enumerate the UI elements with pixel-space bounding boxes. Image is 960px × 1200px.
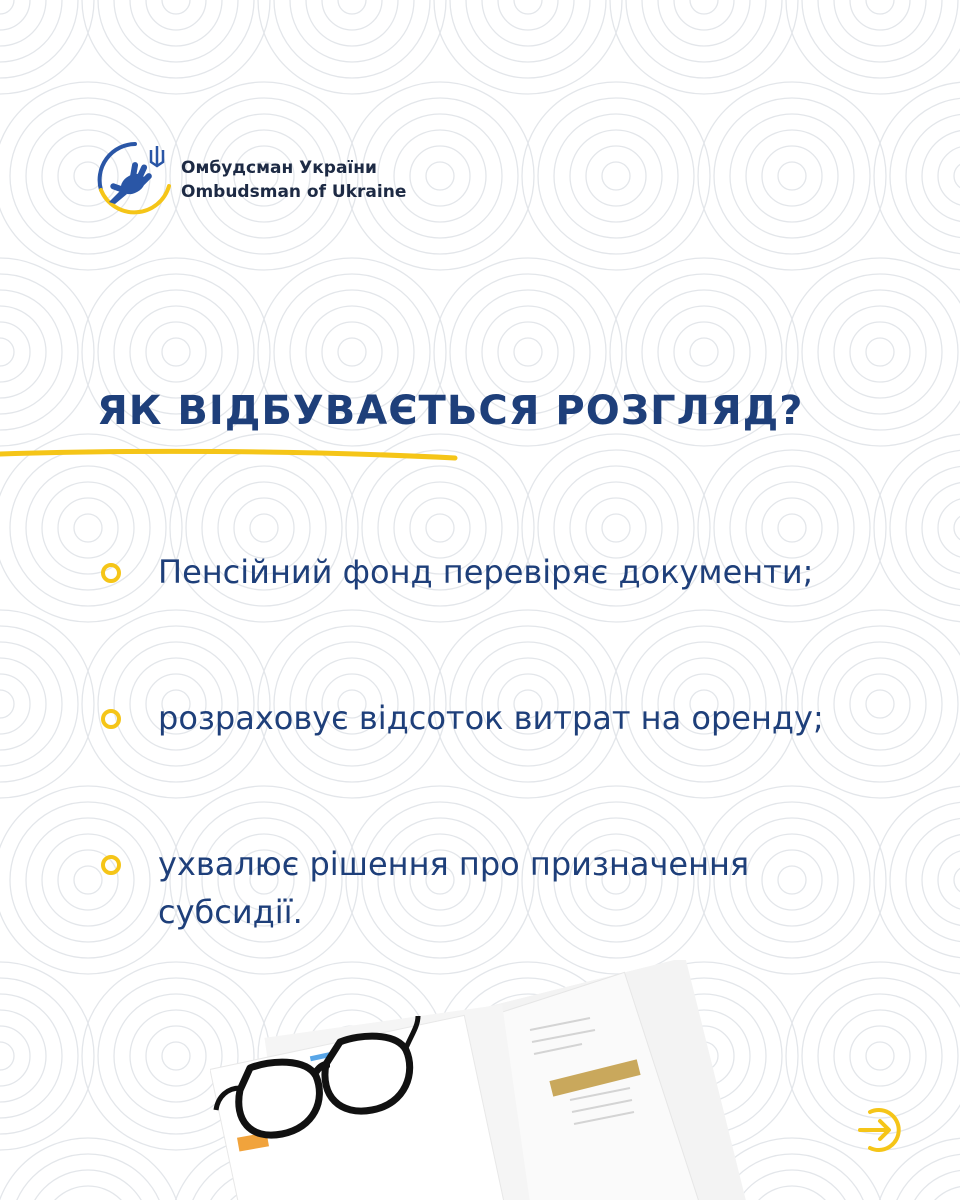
bullet-text: Пенсійний фонд перевіряє документи;: [158, 553, 814, 591]
heading-underline: [0, 440, 470, 470]
bullet-text: розраховує відсоток витрат на оренду;: [158, 699, 824, 737]
ombudsman-logo: [95, 140, 406, 220]
logo-text: [181, 156, 406, 204]
bullet-icon: [100, 854, 122, 876]
bullet-icon: [100, 562, 122, 584]
documents-glasses-illustration: [210, 960, 750, 1200]
list-item: [100, 694, 878, 742]
bullet-icon: [100, 708, 122, 730]
bullet-text: ухвалює рішення про призначення субсидії.: [158, 845, 750, 931]
ombudsman-hand-logo-icon: [95, 140, 175, 220]
logo-name-uk: Омбудсман України: [181, 158, 377, 178]
list-item: [100, 548, 878, 596]
list-item: [100, 840, 878, 936]
paper-sheets: [210, 960, 748, 1200]
logo-name-en: Ombudsman of Ukraine: [181, 182, 407, 202]
page-heading: ЯК ВІДБУВАЄТЬСЯ РОЗГЛЯД?: [97, 388, 804, 434]
next-arrow-icon[interactable]: [856, 1104, 908, 1156]
